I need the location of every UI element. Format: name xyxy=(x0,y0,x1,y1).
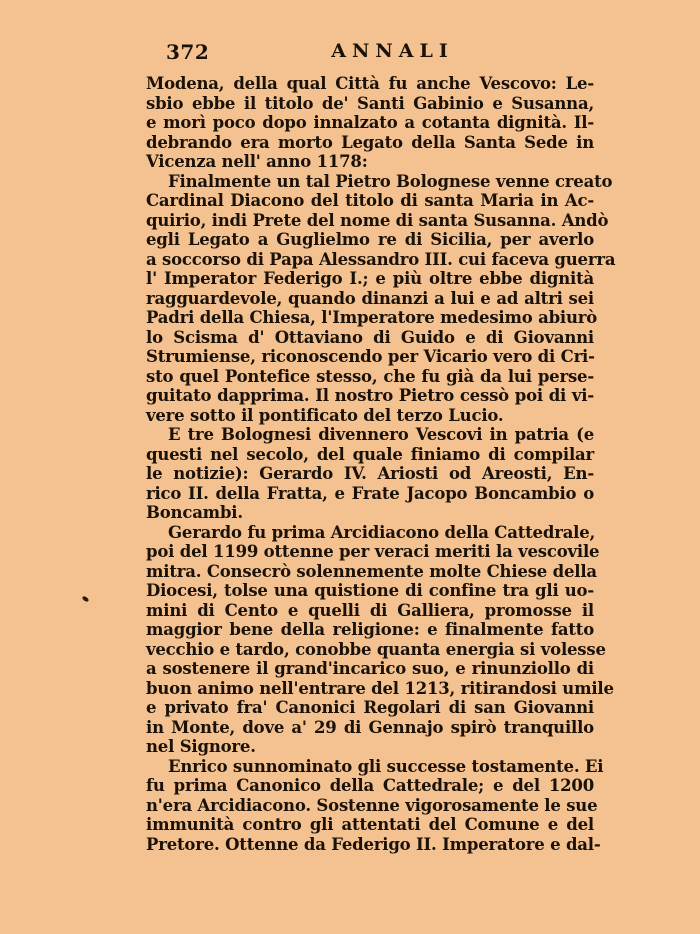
text-line: fu prima Canonico della Cattedrale; e del 1200 xyxy=(146,776,594,795)
text-line: e privato fra' Canonici Regolari di san Giovanni xyxy=(146,698,594,717)
text-line: vere sotto il pontificato del terzo Lucio. xyxy=(146,405,504,425)
text-line: Pretore. Ottenne da Federigo II. Imperatore e dal- xyxy=(146,834,601,854)
text-line: Boncambi. xyxy=(146,503,243,522)
text-line: l' Imperator Federigo I.; e più oltre ebbe dignità xyxy=(146,269,594,288)
text-line: sto quel Pontefice stesso, che fu già da lui perse- xyxy=(146,366,594,386)
text-line: a sostenere il grand'incarico suo, e rinunziollo di xyxy=(146,659,594,678)
text-line: n'era Arcidiacono. Sostenne vigorosamente le sue xyxy=(146,795,598,815)
text-line: sbio ebbe il titolo de' Santi Gabinio e Susanna, xyxy=(146,93,594,113)
text-line: Gerardo fu prima Arcidiacono della Cattedrale, xyxy=(168,522,596,542)
text-line: maggior bene della religione: e finalmente fatto xyxy=(146,620,594,639)
text-line: le notizie): Gerardo IV. Ariosti od Areosti, En- xyxy=(146,464,594,483)
text-line: lo Scisma d' Ottaviano di Guido e di Giovanni xyxy=(146,327,594,347)
text-line: Vicenza nell' anno 1178: xyxy=(146,152,368,171)
text-line: Enrico sunnominato gli successe tostamente. Ei xyxy=(168,756,604,776)
text-line: quirio, indi Prete del nome di santa Susanna. Andò xyxy=(146,210,609,230)
text-line: debrando era morto Legato della Santa Sede in xyxy=(146,132,594,152)
text-line: questi nel secolo, del quale finiamo di compilar xyxy=(146,444,594,464)
text-line: Diocesi, tolse una quistione di confine tra gli uo- xyxy=(146,581,594,600)
text-line: Strumiense, riconoscendo per Vicario vero di Cri- xyxy=(146,347,595,366)
text-line: a soccorso di Papa Alessandro III. cui faceva guerra xyxy=(146,249,616,269)
text-line: e morì poco dopo innalzato a cotanta dignità. Il- xyxy=(146,113,594,132)
running-head: ANNALI xyxy=(331,40,454,62)
text-line: mitra. Consecrò solennemente molte Chiese della xyxy=(146,561,597,581)
text-line: vecchio e tardo, conobbe quanta energia si volesse xyxy=(146,639,606,659)
text-line: E tre Bolognesi divennero Vescovi in patria (e xyxy=(168,425,594,444)
text-line: ragguardevole, quando dinanzi a lui e ad altri sei xyxy=(146,288,594,308)
text-line: in Monte, dove a' 29 di Gennajo spirò tranquillo xyxy=(146,717,594,737)
text-line: guitato dapprima. Il nostro Pietro cessò poi di vi- xyxy=(146,386,594,405)
text-line: Finalmente un tal Pietro Bolognese venne creato xyxy=(168,171,613,191)
page-header xyxy=(145,38,600,66)
ink-mark xyxy=(81,595,89,602)
text-line: immunità contro gli attentati del Comune e del xyxy=(146,815,594,834)
text-line: nel Signore. xyxy=(146,737,256,756)
text-line: egli Legato a Guglielmo re di Sicilia, per averlo xyxy=(146,230,594,249)
text-line: buon animo nell'entrare del 1213, ritirandosi umile xyxy=(146,678,614,698)
text-line: Modena, della qual Città fu anche Vescovo: Le- xyxy=(146,74,594,93)
text-line: poi del 1199 ottenne per veraci meriti la vescovile xyxy=(146,542,600,561)
page-number: 372 xyxy=(166,40,210,64)
text-line: mini di Cento e quelli di Galliera, promosse il xyxy=(146,600,594,620)
text-line: rico II. della Fratta, e Frate Jacopo Boncambio o xyxy=(146,483,594,503)
body-text xyxy=(146,74,616,854)
text-line: Cardinal Diacono del titolo di santa Maria in Ac- xyxy=(146,191,594,210)
text-line: Padri della Chiesa, l'Imperatore medesimo abiurò xyxy=(146,308,598,327)
